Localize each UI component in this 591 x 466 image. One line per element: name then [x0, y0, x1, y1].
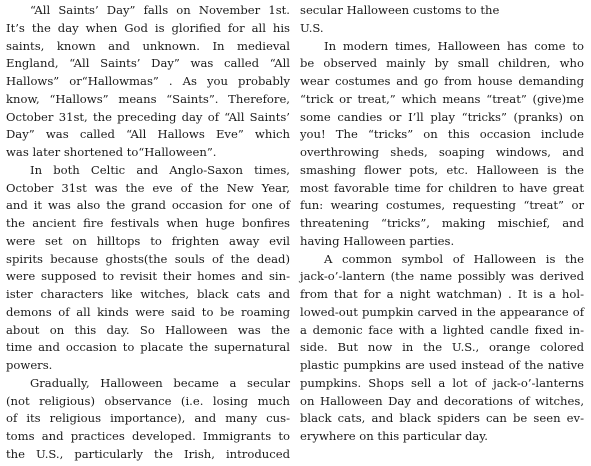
text-line: erywhere on this particular day. — [300, 429, 488, 443]
text-line: having Halloween parties. — [300, 233, 455, 248]
text-line: Hallows” or“Hallowmas” . As you probably — [6, 74, 290, 88]
text-line: about on this day. So Halloween was the — [6, 322, 290, 337]
text-line: In modern times, Halloween has come to — [324, 38, 584, 53]
text-line: on Halloween Day and decorations of witches, — [300, 393, 584, 408]
text-line: smashing flower pots, etc. Halloween is the — [300, 162, 584, 177]
text-line: A common symbol of Halloween is the — [324, 251, 584, 266]
text-line: England, “All Saints’ Day” was called “All — [6, 56, 290, 71]
text-line: U.S. — [300, 20, 324, 35]
right-text-column — [300, 2, 584, 446]
text-line: demons of all kinds were said to be roaming — [6, 304, 290, 319]
text-line: October 31st, the preceding day of “All Saints’ — [6, 109, 290, 124]
text-line: “trick or treat,” which means “treat” (give)me — [300, 91, 584, 106]
text-line: plastic pumpkins are used instead of the native — [300, 358, 584, 372]
text-line: secular Halloween customs to the — [300, 3, 500, 17]
text-line: was later shortened to“Halloween”. — [6, 145, 217, 159]
text-line: threatening “tricks”, making mischief, and — [300, 216, 584, 230]
text-line: from that for a night watchman) . It is a hol- — [300, 287, 584, 301]
text-line: spirits because ghosts(the souls of the dead) — [6, 251, 290, 266]
text-line: In both Celtic and Anglo-Saxon times, — [30, 162, 290, 177]
text-line: October 31st was the eve of the New Year, — [6, 180, 290, 195]
text-line: side. But now in the U.S., orange colored — [300, 340, 584, 355]
text-line: saints, known and unknown. In medieval — [6, 38, 290, 53]
text-line: ister characters like witches, black cats and — [6, 287, 290, 301]
text-line: the ancient fire festivals when huge bonfires — [6, 216, 290, 230]
text-line: were supposed to revisit their homes and sin- — [6, 269, 290, 284]
text-line: Day” was called “All Hallows Eve” which — [6, 127, 290, 142]
left-text-column — [6, 2, 290, 464]
text-line: powers. — [6, 358, 53, 372]
text-line: were set on hilltops to frighten away evil — [6, 233, 290, 248]
text-line: black cats, and black spiders can be seen ev- — [300, 411, 584, 426]
text-line: be observed mainly by small children, who — [300, 56, 584, 71]
text-line: the U.S., particularly the Irish, introduced — [6, 446, 290, 461]
text-line: pumpkins. Shops sell a lot of jack-o’-lanterns — [300, 375, 584, 390]
text-line: most favorable time for children to have great — [300, 180, 584, 195]
text-line: know, “Hallows” means “Saints”. Therefore, — [6, 91, 290, 106]
text-line: wear costumes and go from house demanding — [300, 74, 584, 88]
text-line: you! The “tricks” on this occasion include — [300, 127, 584, 142]
text-line: overthrowing sheds, soaping windows, and — [300, 145, 584, 159]
text-line: a demonic face with a lighted candle fixed in- — [300, 322, 584, 337]
text-line: fun: wearing costumes, requesting “treat” or — [300, 198, 584, 213]
text-line: “All Saints’ Day” falls on November 1st. — [30, 3, 290, 17]
text-line: lowed-out pumpkin carved in the appearance of — [300, 304, 584, 319]
text-line: and it was also the grand occasion for one of — [6, 198, 290, 213]
text-line: jack-o’-lantern (the name possibly was derived — [300, 269, 584, 284]
text-line: some candies or I’ll play “tricks” (pranks) on — [300, 109, 584, 124]
text-line: time and occasion to placate the supernatural — [6, 340, 290, 355]
text-line: It’s the day when God is glorified for all his — [6, 20, 290, 35]
text-line: toms and practices developed. Immigrants to — [6, 429, 290, 443]
text-line: (not religious) observance (i.e. losing much — [6, 393, 290, 408]
text-line: Gradually, Halloween became a secular — [30, 375, 290, 390]
text-line: of its religious importance), and many cus- — [6, 411, 290, 426]
